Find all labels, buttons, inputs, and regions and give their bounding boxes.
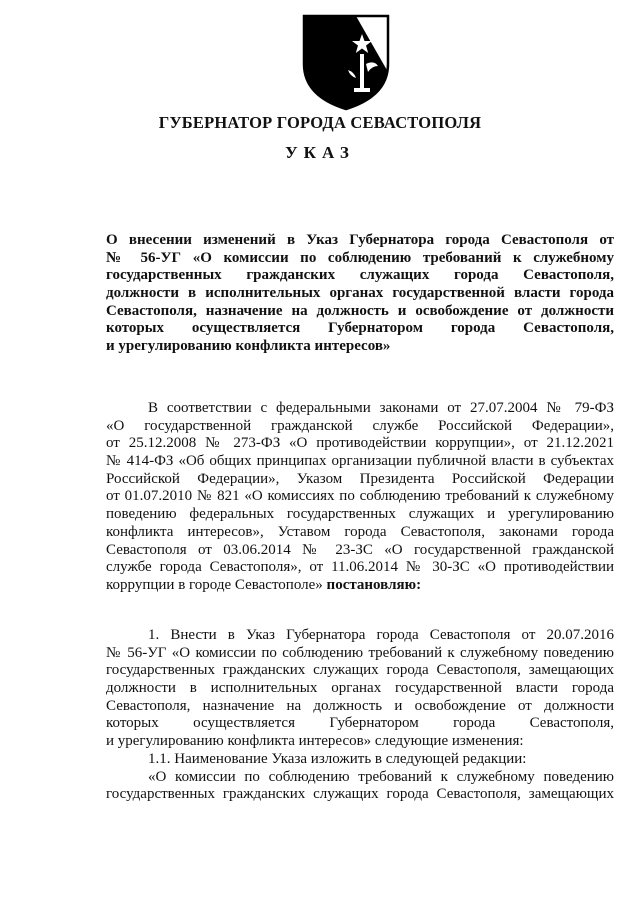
subject-line: О внесении изменений в Указ Губернатора города Севастополя от — [106, 232, 614, 248]
preamble-last-text: коррупции в городе Севастополе» — [106, 576, 323, 593]
item-line: и урегулированию конфликта интересов» следующие изменения: — [106, 733, 524, 750]
subject-line: и урегулированию конфликта интересов» — [106, 338, 391, 355]
item-line: которых осуществляется Губернатором города Севастополя, — [106, 715, 614, 732]
preamble-line: службе города Севастополя», от 11.06.2014 № 30-ЗС «О противодействии — [106, 559, 614, 576]
subject-line: должности в исполнительных органах государственной власти города — [106, 285, 614, 302]
preamble-paragraph — [106, 400, 614, 595]
subject-line: государственных гражданских служащих города Севастополя, — [106, 267, 614, 284]
preamble-line: № 414-ФЗ «Об общих принципах организации публичной власти в субъектах — [106, 453, 614, 470]
item-line: Севастополя, назначение на должность и освобождение от должности — [106, 697, 614, 714]
item-line: 1. Внести в Указ Губернатора города Севастополя от 20.07.2016 — [148, 627, 614, 643]
preamble-line: В соответствии с федеральными законами от 27.07.2004 № 79-ФЗ — [148, 400, 614, 416]
subject-line: № 56-УГ «О комиссии по соблюдению требований к служебному — [106, 249, 614, 266]
document-type: УКАЗ — [285, 143, 355, 162]
subject-line: Севастополя, назначение на должность и освобождение от должности — [106, 302, 614, 319]
sevastopol-coat-of-arms-icon — [298, 12, 394, 112]
preamble-line: Российской Федерации», Указом Президента Российской Федерации — [106, 470, 614, 487]
item-line: «О комиссии по соблюдению требований к служебному поведению — [148, 768, 614, 785]
preamble-line: «О государственной гражданской службе Российской Федерации», — [106, 417, 614, 434]
item-line: государственных гражданских служащих города Севастополя, замещающих — [106, 662, 614, 679]
item-1-paragraph — [106, 627, 614, 804]
preamble-line: от 01.07.2010 № 821 «О комиссиях по соблюдению требований к служебному — [106, 488, 614, 505]
item-line: должности в исполнительных органах государственной власти города — [106, 680, 614, 697]
issuing-authority: ГУБЕРНАТОР ГОРОДА СЕВАСТОПОЛЯ — [158, 113, 482, 132]
decree-subject — [106, 232, 614, 356]
item-line: № 56-УГ «О комиссии по соблюдению требований к служебному поведению — [106, 644, 614, 661]
item-line: 1.1. Наименование Указа изложить в следующей редакции: — [148, 750, 527, 767]
preamble-line: конфликта интересов», Уставом города Севастополя, законами города — [106, 523, 614, 540]
preamble-line: от 25.12.2008 № 273-ФЗ «О противодействии коррупции», от 21.12.2021 — [106, 435, 614, 452]
preamble-line: Севастополя от 03.06.2014 № 23-ЗС «О государственной гражданской — [106, 541, 614, 558]
decree-word: постановляю: — [326, 576, 422, 593]
preamble-line: поведению федеральных государственных служащих и урегулированию — [106, 506, 614, 523]
subject-line: которых осуществляется Губернатором города Севастополя, — [106, 320, 614, 337]
item-line: государственных гражданских служащих города Севастополя, замещающих — [106, 786, 614, 803]
preamble-line — [106, 577, 614, 595]
